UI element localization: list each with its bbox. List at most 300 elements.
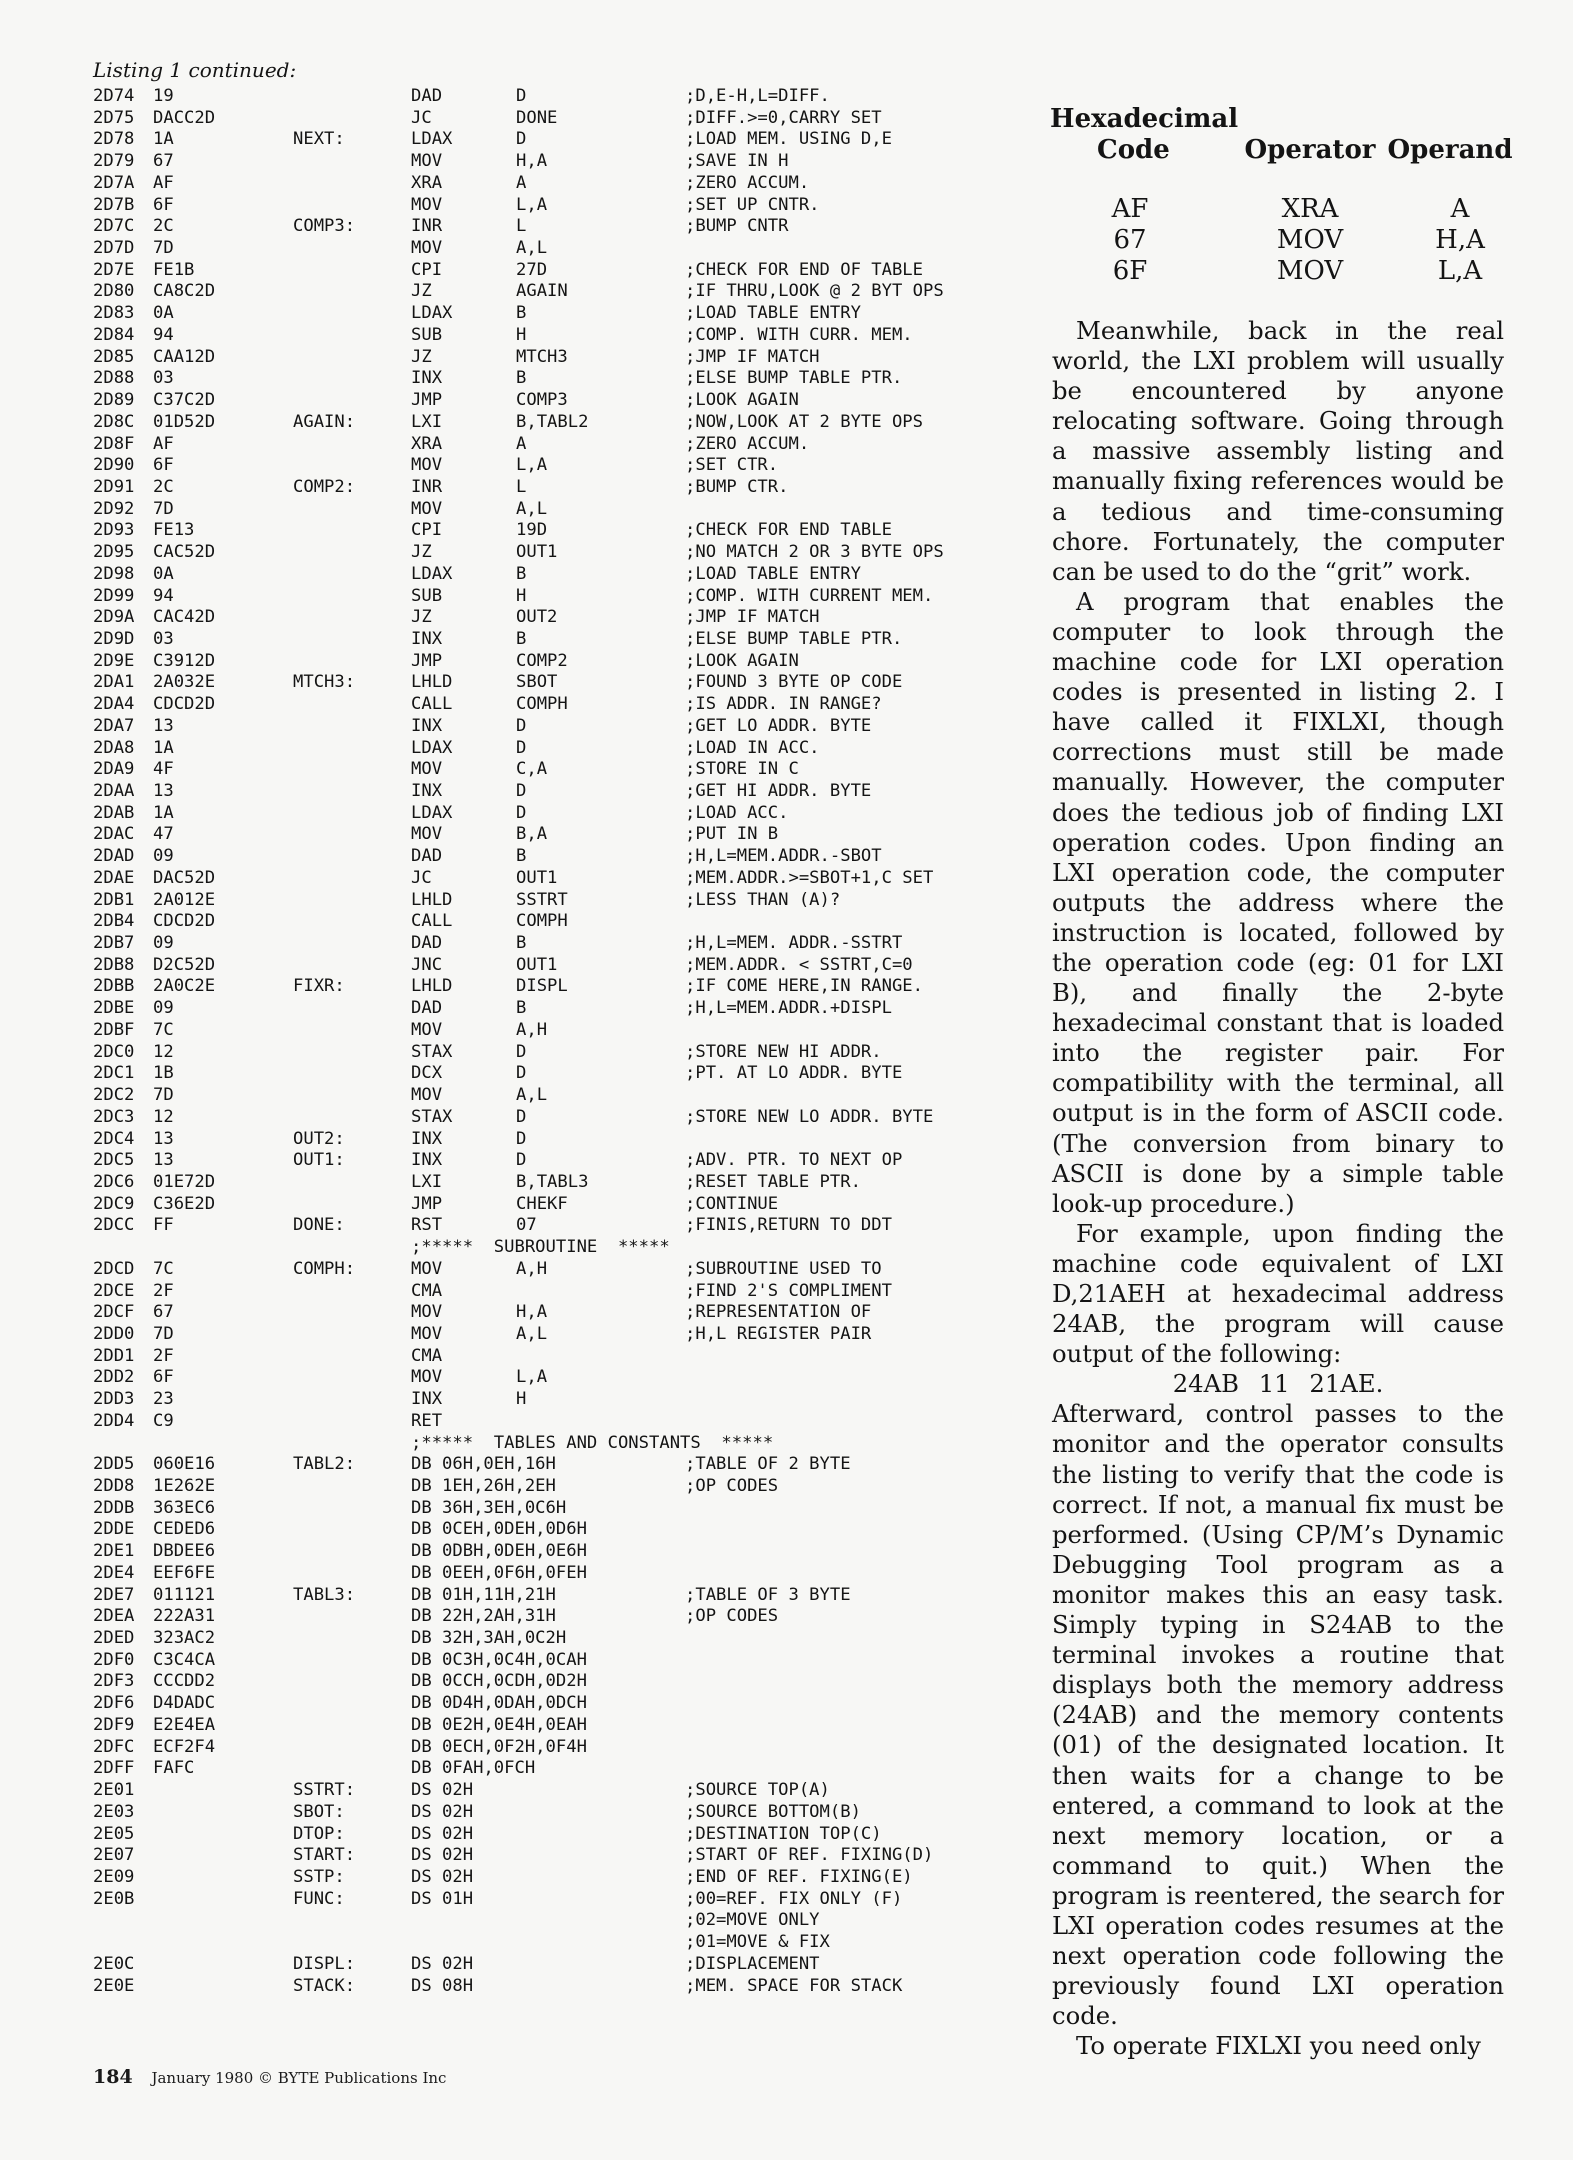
machine-code: C3912D <box>153 650 216 671</box>
listing-line <box>93 1129 1023 1151</box>
comment: ;IF COME HERE,IN RANGE. <box>685 976 923 997</box>
address: 2DC4 <box>93 1128 135 1149</box>
mnemonic: DS 02H <box>411 1780 474 1801</box>
machine-code: 323AC2 <box>153 1628 216 1649</box>
operand: MTCH3 <box>516 346 568 367</box>
listing-line <box>93 1780 1023 1802</box>
mnemonic: DB 0DBH,0DEH,0E6H <box>411 1541 587 1562</box>
mnemonic: RST <box>411 1215 443 1236</box>
listing-line <box>93 1194 1023 1216</box>
address: 2DC1 <box>93 1063 135 1084</box>
comment: ;NOW,LOOK AT 2 BYTE OPS <box>685 411 923 432</box>
machine-code: 01E72D <box>153 1171 216 1192</box>
comment: ;DIFF.>=0,CARRY SET <box>685 107 882 128</box>
machine-code: 2F <box>153 1280 174 1301</box>
machine-code: AF <box>153 433 174 454</box>
address: 2DC3 <box>93 1106 135 1127</box>
table-row <box>1050 194 1520 225</box>
label: FUNC: <box>293 1888 345 1909</box>
listing-line <box>93 868 1023 890</box>
address: 2DE7 <box>93 1584 135 1605</box>
machine-code: C3C4CA <box>153 1649 216 1670</box>
mnemonic: RET <box>411 1410 443 1431</box>
mnemonic: INX <box>411 1128 443 1149</box>
comment: ;SET UP CNTR. <box>685 194 820 215</box>
mnemonic: MOV <box>411 1302 443 1323</box>
operand: D <box>516 1150 527 1171</box>
operand: B <box>516 628 527 649</box>
cell-code: 6F <box>1112 256 1148 286</box>
operand: SSTRT <box>516 889 568 910</box>
paragraph: A program that enables the computer to look through the machine code for LXI operation codes is presented in listing 2. I have called it FIXLXI, though corrections must still be made manually. However, the computer does the tedious job of finding LXI operation codes. Upon finding an LXI operation code, the computer outputs the address where the instruction is located, followed by the operation code (eg: 01 for LXI B), and finally the 2-byte hexadecimal constant that is loaded into the register pair. For compatibility with the terminal, all output is in the form of ASCII code. (The conversion from binary to ASCII is done by a simple table look-up procedure.) <box>1052 586 1504 1218</box>
operand: A,H <box>516 1258 548 1279</box>
address: 2D91 <box>93 476 135 497</box>
listing-line <box>93 1367 1023 1389</box>
address: 2DC5 <box>93 1150 135 1171</box>
listing-line <box>93 412 1023 434</box>
machine-code: 2A032E <box>153 672 216 693</box>
listing-line <box>93 1976 1023 1998</box>
listing-line <box>93 976 1023 998</box>
listing-line <box>93 564 1023 586</box>
machine-code: 19 <box>153 86 174 106</box>
listing-line <box>93 1606 1023 1628</box>
machine-code: 7C <box>153 1258 174 1279</box>
address: 2D8F <box>93 433 135 454</box>
operand: CHEKF <box>516 1193 568 1214</box>
address: 2DB8 <box>93 954 135 975</box>
mnemonic: LHLD <box>411 672 453 693</box>
article-body <box>1052 316 1504 2061</box>
label: NEXT: <box>293 129 345 150</box>
comment: ;PT. AT LO ADDR. BYTE <box>685 1063 903 1084</box>
listing-line <box>93 955 1023 977</box>
comment: ;ELSE BUMP TABLE PTR. <box>685 368 903 389</box>
listing-line <box>93 1671 1023 1693</box>
label: OUT1: <box>293 1150 345 1171</box>
comment: ;ZERO ACCUM. <box>685 172 810 193</box>
operand: D <box>516 781 527 801</box>
machine-code: 03 <box>153 628 174 649</box>
machine-code: 09 <box>153 933 174 954</box>
address: 2DBB <box>93 976 135 997</box>
machine-code: 2A012E <box>153 889 216 910</box>
cell-operand: L,A <box>1437 256 1483 286</box>
mnemonic: MOV <box>411 1367 443 1388</box>
operand: A,L <box>516 1085 548 1106</box>
address: 2D78 <box>93 129 135 150</box>
mnemonic: INR <box>411 476 443 497</box>
address: 2DCD <box>93 1258 135 1279</box>
mnemonic: CPI <box>411 259 443 280</box>
listing-line <box>93 303 1023 325</box>
comment: ;SUBROUTINE USED TO <box>685 1258 882 1279</box>
operand: B,TABL2 <box>516 411 589 432</box>
mnemonic: MOV <box>411 1323 443 1344</box>
mnemonic: DAD <box>411 846 443 867</box>
mnemonic: MOV <box>411 1019 443 1040</box>
mnemonic: LDAX <box>411 303 453 324</box>
paragraph: For example, upon finding the machine code equivalent of LXI D,21AEH at hexadecimal address 24AB, the program will cause output of the following: <box>1052 1218 1504 1369</box>
address: 2D9A <box>93 607 135 628</box>
mnemonic: MOV <box>411 824 443 845</box>
listing-line <box>93 890 1023 912</box>
operand: H,A <box>516 151 548 172</box>
mnemonic: CMA <box>411 1345 443 1366</box>
machine-code: 222A31 <box>153 1606 216 1627</box>
address: 2DE1 <box>93 1541 135 1562</box>
mnemonic: INX <box>411 715 443 736</box>
mnemonic: DS 02H <box>411 1845 474 1866</box>
table-row <box>1050 225 1520 256</box>
address: 2D88 <box>93 368 135 389</box>
mnemonic: JC <box>411 107 432 128</box>
mnemonic: STAX <box>411 1041 453 1062</box>
address: 2D83 <box>93 303 135 324</box>
comment: ;CONTINUE <box>685 1193 779 1214</box>
mnemonic: LDAX <box>411 563 453 584</box>
listing-line <box>93 499 1023 521</box>
comment: ;ELSE BUMP TABLE PTR. <box>685 628 903 649</box>
comment: ;DISPLACEMENT <box>685 1953 820 1974</box>
machine-code: 2C <box>153 476 174 497</box>
address: 2D7E <box>93 259 135 280</box>
listing-line <box>93 1650 1023 1672</box>
machine-code: ECF2F4 <box>153 1736 216 1757</box>
mnemonic: DS 02H <box>411 1953 474 1974</box>
operand: D <box>516 86 527 106</box>
mnemonic: JZ <box>411 281 432 302</box>
mnemonic: JMP <box>411 390 443 411</box>
listing-line <box>93 1889 1023 1911</box>
listing-line <box>93 1020 1023 1042</box>
machine-code: C36E2D <box>153 1193 216 1214</box>
machine-code: DBDEE6 <box>153 1541 216 1562</box>
mnemonic: LDAX <box>411 802 453 823</box>
machine-code: C37C2D <box>153 390 216 411</box>
mnemonic: MOV <box>411 238 443 259</box>
machine-code: 4F <box>153 759 174 780</box>
listing-line <box>93 86 1023 108</box>
listing-line <box>93 195 1023 217</box>
header-hex-code <box>1050 104 1239 166</box>
listing-line <box>93 1302 1023 1324</box>
operand: B <box>516 368 527 389</box>
address: 2D89 <box>93 390 135 411</box>
address: 2DC6 <box>93 1171 135 1192</box>
operand: D <box>516 1063 527 1084</box>
operand: B,A <box>516 824 548 845</box>
machine-code: 7D <box>153 1323 174 1344</box>
address: 2D79 <box>93 151 135 172</box>
address: 2DF3 <box>93 1671 135 1692</box>
machine-code: 7D <box>153 1085 174 1106</box>
address: 2D85 <box>93 346 135 367</box>
address: 2E09 <box>93 1866 135 1887</box>
address: 2DCF <box>93 1302 135 1323</box>
cell-code: AF <box>1111 194 1149 224</box>
listing-line <box>93 238 1023 260</box>
operand: A <box>516 172 527 193</box>
mnemonic: DB 0D4H,0DAH,0DCH <box>411 1693 587 1714</box>
listing-line <box>93 1172 1023 1194</box>
comment: ;CHECK FOR END TABLE <box>685 520 892 541</box>
operand: COMPH <box>516 911 568 932</box>
listing-line <box>93 1693 1023 1715</box>
comment: ;MEM.ADDR. < SSTRT,C=0 <box>685 954 913 975</box>
listing-line <box>93 933 1023 955</box>
machine-code: 0A <box>153 303 174 324</box>
address: 2DF0 <box>93 1649 135 1670</box>
listing-line <box>93 477 1023 499</box>
mnemonic: DB 1EH,26H,2EH <box>411 1476 556 1496</box>
machine-code: FE13 <box>153 520 195 541</box>
listing-line <box>93 1498 1023 1520</box>
page-footer <box>93 2066 446 2088</box>
operand: C,A <box>516 759 548 780</box>
listing-line <box>93 390 1023 412</box>
comment: ;BUMP CNTR <box>685 216 789 237</box>
address: 2D75 <box>93 107 135 128</box>
listing-line <box>93 586 1023 608</box>
comment: ;ZERO ACCUM. <box>685 433 810 454</box>
section-comment: ;***** TABLES AND CONSTANTS ***** <box>411 1432 774 1453</box>
operand: L,A <box>516 1367 548 1388</box>
comment: ;D,E-H,L=DIFF. <box>685 86 830 106</box>
address: 2DFC <box>93 1736 135 1757</box>
listing-line <box>93 455 1023 477</box>
machine-code: 6F <box>153 194 174 215</box>
machine-code: 12 <box>153 1041 174 1062</box>
listing-line <box>93 281 1023 303</box>
cell-code: 67 <box>1113 225 1147 255</box>
label: DTOP: <box>293 1823 345 1844</box>
machine-code: CCCDD2 <box>153 1671 216 1692</box>
mnemonic: MOV <box>411 759 443 780</box>
operand: A <box>516 433 527 454</box>
listing-line <box>93 607 1023 629</box>
comment: ;IF THRU,LOOK @ 2 BYT OPS <box>685 281 944 302</box>
listing-line <box>93 151 1023 173</box>
mnemonic: CALL <box>411 694 453 715</box>
listing-line <box>93 216 1023 238</box>
machine-code: CAA12D <box>153 346 216 367</box>
label: OUT2: <box>293 1128 345 1149</box>
operand: A,L <box>516 238 548 259</box>
mnemonic: MOV <box>411 1258 443 1279</box>
listing-line <box>93 1932 1023 1954</box>
comment: ;DESTINATION TOP(C) <box>685 1823 882 1844</box>
listing-line <box>93 1346 1023 1368</box>
machine-code: 03 <box>153 368 174 389</box>
label: COMP3: <box>293 216 356 237</box>
listing-line <box>93 1954 1023 1976</box>
address: 2DF6 <box>93 1693 135 1714</box>
operand: OUT2 <box>516 607 558 628</box>
comment: ;FIND 2'S COMPLIMENT <box>685 1280 892 1301</box>
listing-line <box>93 1085 1023 1107</box>
comment: ;LOAD TABLE ENTRY <box>685 303 861 324</box>
listing-line <box>93 1389 1023 1411</box>
comment: ;SOURCE TOP(A) <box>685 1780 830 1801</box>
mnemonic: SUB <box>411 585 443 606</box>
operand: OUT1 <box>516 542 558 563</box>
address: 2DAD <box>93 846 135 867</box>
address: 2D98 <box>93 563 135 584</box>
label: AGAIN: <box>293 411 356 432</box>
comment: ;COMP. WITH CURRENT MEM. <box>685 585 934 606</box>
machine-code: FF <box>153 1215 174 1236</box>
comment: ;REPRESENTATION OF <box>685 1302 872 1323</box>
operand: B <box>516 933 527 954</box>
address: 2DEA <box>93 1606 135 1627</box>
machine-code: 1E262E <box>153 1476 216 1496</box>
listing-line <box>93 651 1023 673</box>
listing-line <box>93 325 1023 347</box>
listing-line <box>93 1411 1023 1433</box>
address: 2DC2 <box>93 1085 135 1106</box>
listing-line <box>93 911 1023 933</box>
mnemonic: DB 06H,0EH,16H <box>411 1454 556 1475</box>
cell-operator: MOV <box>1276 225 1344 255</box>
machine-code: 2F <box>153 1345 174 1366</box>
mnemonic: LHLD <box>411 976 453 997</box>
machine-code: D2C52D <box>153 954 216 975</box>
cell-operand: H,A <box>1435 225 1485 255</box>
listing-line <box>93 260 1023 282</box>
operand: H,A <box>516 1302 548 1323</box>
mnemonic: XRA <box>411 172 443 193</box>
address: 2DBE <box>93 998 135 1019</box>
comment: ;LOAD TABLE ENTRY <box>685 563 861 584</box>
listing-line <box>93 1563 1023 1585</box>
machine-code: EEF6FE <box>153 1562 216 1583</box>
machine-code: 6F <box>153 1367 174 1388</box>
mnemonic: DS 02H <box>411 1866 474 1887</box>
address: 2E0E <box>93 1975 135 1996</box>
comment: ;STORE NEW HI ADDR. <box>685 1041 882 1062</box>
mnemonic: DS 02H <box>411 1823 474 1844</box>
operand: B,TABL3 <box>516 1171 589 1192</box>
address: 2DA1 <box>93 672 135 693</box>
comment: ;END OF REF. FIXING(E) <box>685 1866 913 1887</box>
operand: DONE <box>516 107 558 128</box>
address: 2D7C <box>93 216 135 237</box>
listing-line <box>93 1324 1023 1346</box>
mnemonic: JZ <box>411 542 432 563</box>
listing-line <box>93 1107 1023 1129</box>
operand: 19D <box>516 520 548 541</box>
machine-code: CDCD2D <box>153 694 216 715</box>
comment: ;OP CODES <box>685 1476 779 1496</box>
operand: A,H <box>516 1019 548 1040</box>
listing-line <box>93 1259 1023 1281</box>
machine-code: 6F <box>153 455 174 476</box>
paragraph: To operate FIXLXI you need only <box>1076 2031 1481 2061</box>
listing-line <box>93 694 1023 716</box>
mnemonic: LHLD <box>411 889 453 910</box>
machine-code: CAC52D <box>153 542 216 563</box>
address: 2DA9 <box>93 759 135 780</box>
label: FIXR: <box>293 976 345 997</box>
mnemonic: MOV <box>411 498 443 519</box>
machine-code: 011121 <box>153 1584 216 1605</box>
machine-code: 12 <box>153 1106 174 1127</box>
label: DONE: <box>293 1215 345 1236</box>
listing-line <box>93 1150 1023 1172</box>
listing-line <box>93 998 1023 1020</box>
mnemonic: INX <box>411 628 443 649</box>
operand: B <box>516 303 527 324</box>
listing-line <box>93 759 1023 781</box>
machine-code: FE1B <box>153 259 195 280</box>
cell-operand: A <box>1450 194 1470 224</box>
comment: ;GET LO ADDR. BYTE <box>685 715 872 736</box>
comment: ;LOAD MEM. USING D,E <box>685 129 892 150</box>
listing-line <box>93 1715 1023 1737</box>
address: 2DCE <box>93 1280 135 1301</box>
address: 2DCC <box>93 1215 135 1236</box>
machine-code: 94 <box>153 585 174 606</box>
operand: D <box>516 737 527 758</box>
mnemonic: DB 01H,11H,21H <box>411 1584 556 1605</box>
operand: L <box>516 216 527 237</box>
machine-code: 1B <box>153 1063 174 1084</box>
machine-code: 2C <box>153 216 174 237</box>
mnemonic: JC <box>411 867 432 888</box>
machine-code: 13 <box>153 715 174 736</box>
address: 2DAB <box>93 802 135 823</box>
comment: ;01=MOVE & FIX <box>685 1932 830 1953</box>
label: STACK: <box>293 1975 356 1996</box>
mnemonic: DS 01H <box>411 1888 474 1909</box>
mnemonic: DS 02H <box>411 1801 474 1822</box>
listing-line <box>93 1237 1023 1259</box>
address: 2DD1 <box>93 1345 135 1366</box>
address: 2DD0 <box>93 1323 135 1344</box>
mnemonic: DB 36H,3EH,0C6H <box>411 1497 567 1518</box>
listing-line <box>93 1758 1023 1780</box>
machine-code: 94 <box>153 324 174 345</box>
cell-operator: XRA <box>1281 194 1339 224</box>
operand: AGAIN <box>516 281 568 302</box>
machine-code: 09 <box>153 846 174 867</box>
machine-code: C9 <box>153 1410 174 1431</box>
address: 2DE4 <box>93 1562 135 1583</box>
machine-code: 7D <box>153 238 174 259</box>
address: 2DFF <box>93 1758 135 1779</box>
listing-line <box>93 368 1023 390</box>
operand: OUT1 <box>516 867 558 888</box>
operand: 07 <box>516 1215 537 1236</box>
comment: ;MEM. SPACE FOR STACK <box>685 1975 903 1996</box>
operand: D <box>516 129 527 150</box>
operand: SBOT <box>516 672 558 693</box>
comment: ;LOAD ACC. <box>685 802 789 823</box>
label: TABL2: <box>293 1454 356 1475</box>
listing-line <box>93 1867 1023 1889</box>
operand: OUT1 <box>516 954 558 975</box>
address: 2DDB <box>93 1497 135 1518</box>
header-hex-line2: Code <box>1097 135 1170 165</box>
mnemonic: DS 08H <box>411 1975 474 1996</box>
mnemonic: XRA <box>411 433 443 454</box>
listing-line <box>93 1042 1023 1064</box>
comment: ;PUT IN B <box>685 824 779 845</box>
listing-line <box>93 846 1023 868</box>
operand: 27D <box>516 259 548 280</box>
listing-line <box>93 129 1023 151</box>
